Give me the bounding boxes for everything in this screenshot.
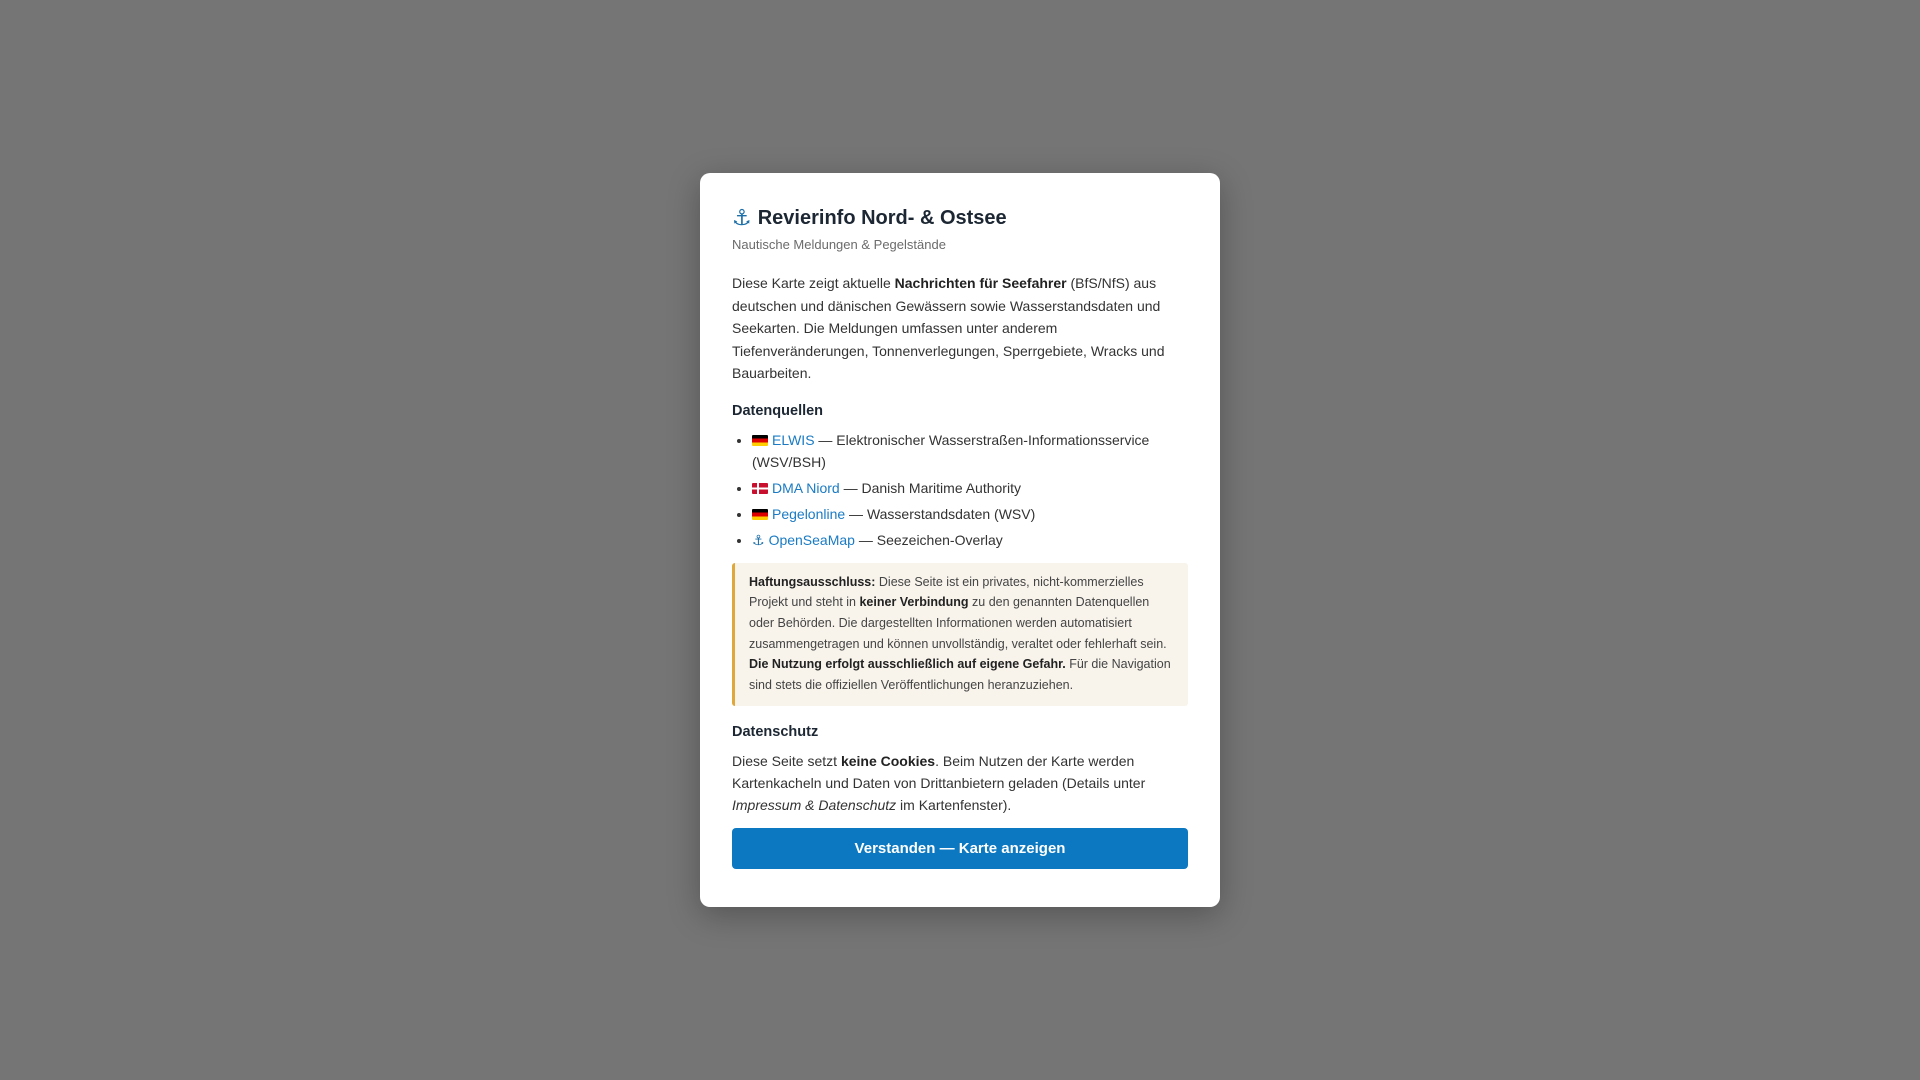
pegelonline-link[interactable]: Pegelonline [772, 505, 846, 522]
disclaimer-text: zu den genannten Datenquellen oder Behörden. Die dargestellten Informationen werden automatisiert zusammengetragen und können unvollständig, veraltet oder fehlerhaft sein. [749, 595, 1167, 651]
flag-dk-icon [752, 483, 768, 494]
source-item-dma-niord [752, 477, 1188, 499]
welcome-dialog [700, 173, 1220, 907]
privacy-text-bold: keine Cookies [840, 752, 936, 769]
sources-heading: Datenquellen [732, 402, 824, 419]
flag-de-icon [752, 509, 768, 520]
source-desc: — Wasserstandsdaten (WSV) [845, 505, 1036, 522]
source-item-pegelonline [752, 503, 1188, 525]
dma-niord-link[interactable]: DMA Niord [772, 479, 840, 496]
dialog-title [732, 204, 1188, 232]
disclaimer-text: Für die Navigation sind stets die offiziellen Veröffentlichungen heranzuziehen. [749, 657, 1171, 693]
openseamap-link[interactable]: OpenSeaMap [768, 531, 855, 548]
source-desc: — Elektronischer Wasserstraßen-Informationsservice (WSV/BSH) [752, 431, 1150, 470]
privacy-text-part: Diese Seite setzt [732, 752, 841, 769]
sources-list [732, 429, 1188, 551]
dialog-title-text: Revierinfo Nord- & Ostsee [757, 207, 1007, 229]
intro-text-part: Diese Karte zeigt aktuelle [732, 275, 895, 291]
dialog-subtitle: Nautische Meldungen & Pegelstände [732, 237, 946, 252]
source-desc: — Seezeichen-Overlay [854, 531, 1003, 548]
disclaimer-box [732, 563, 1188, 706]
source-desc: — Danish Maritime Authority [839, 479, 1021, 496]
intro-text [732, 272, 1188, 385]
privacy-heading: Datenschutz [732, 723, 819, 740]
disclaimer-text: Diese Seite ist ein privates, nicht-kommerzielles Projekt und steht in [749, 574, 1144, 610]
intro-text-bold: Nachrichten für Seefahrer [894, 275, 1067, 291]
intro-text-part: (BfS/NfS) aus deutschen und dänischen Gewässern sowie Wasserstandsdaten und Seekarten. Die Meldungen umfassen unter anderem Tiefenveränderungen, Tonnenverlegungen, Sperrgebiete, Wracks und Bauarbeiten. [732, 275, 1165, 381]
disclaimer-bold: keiner Verbindung [859, 595, 969, 610]
privacy-text-italic: Impressum & Datenschutz [732, 796, 897, 813]
privacy-text-part: im Kartenfenster). [896, 796, 1012, 813]
anchor-icon: ⚓ [752, 531, 765, 548]
source-item-openseamap [752, 529, 1188, 551]
confirm-show-map-button[interactable]: Verstanden — Karte anzeigen [732, 828, 1188, 869]
flag-de-icon [752, 435, 768, 446]
elwis-link[interactable]: ELWIS [772, 431, 815, 448]
disclaimer-label: Haftungsausschluss: [749, 574, 876, 589]
privacy-text [732, 750, 1188, 816]
disclaimer-bold: Die Nutzung erfolgt ausschließlich auf eigene Gefahr. [749, 657, 1066, 672]
source-item-elwis [752, 429, 1188, 473]
privacy-text-part: . Beim Nutzen der Karte werden Kartenkacheln und Daten von Drittanbietern geladen (Details unter [732, 752, 1146, 791]
anchor-icon: ⚓ [732, 205, 752, 230]
